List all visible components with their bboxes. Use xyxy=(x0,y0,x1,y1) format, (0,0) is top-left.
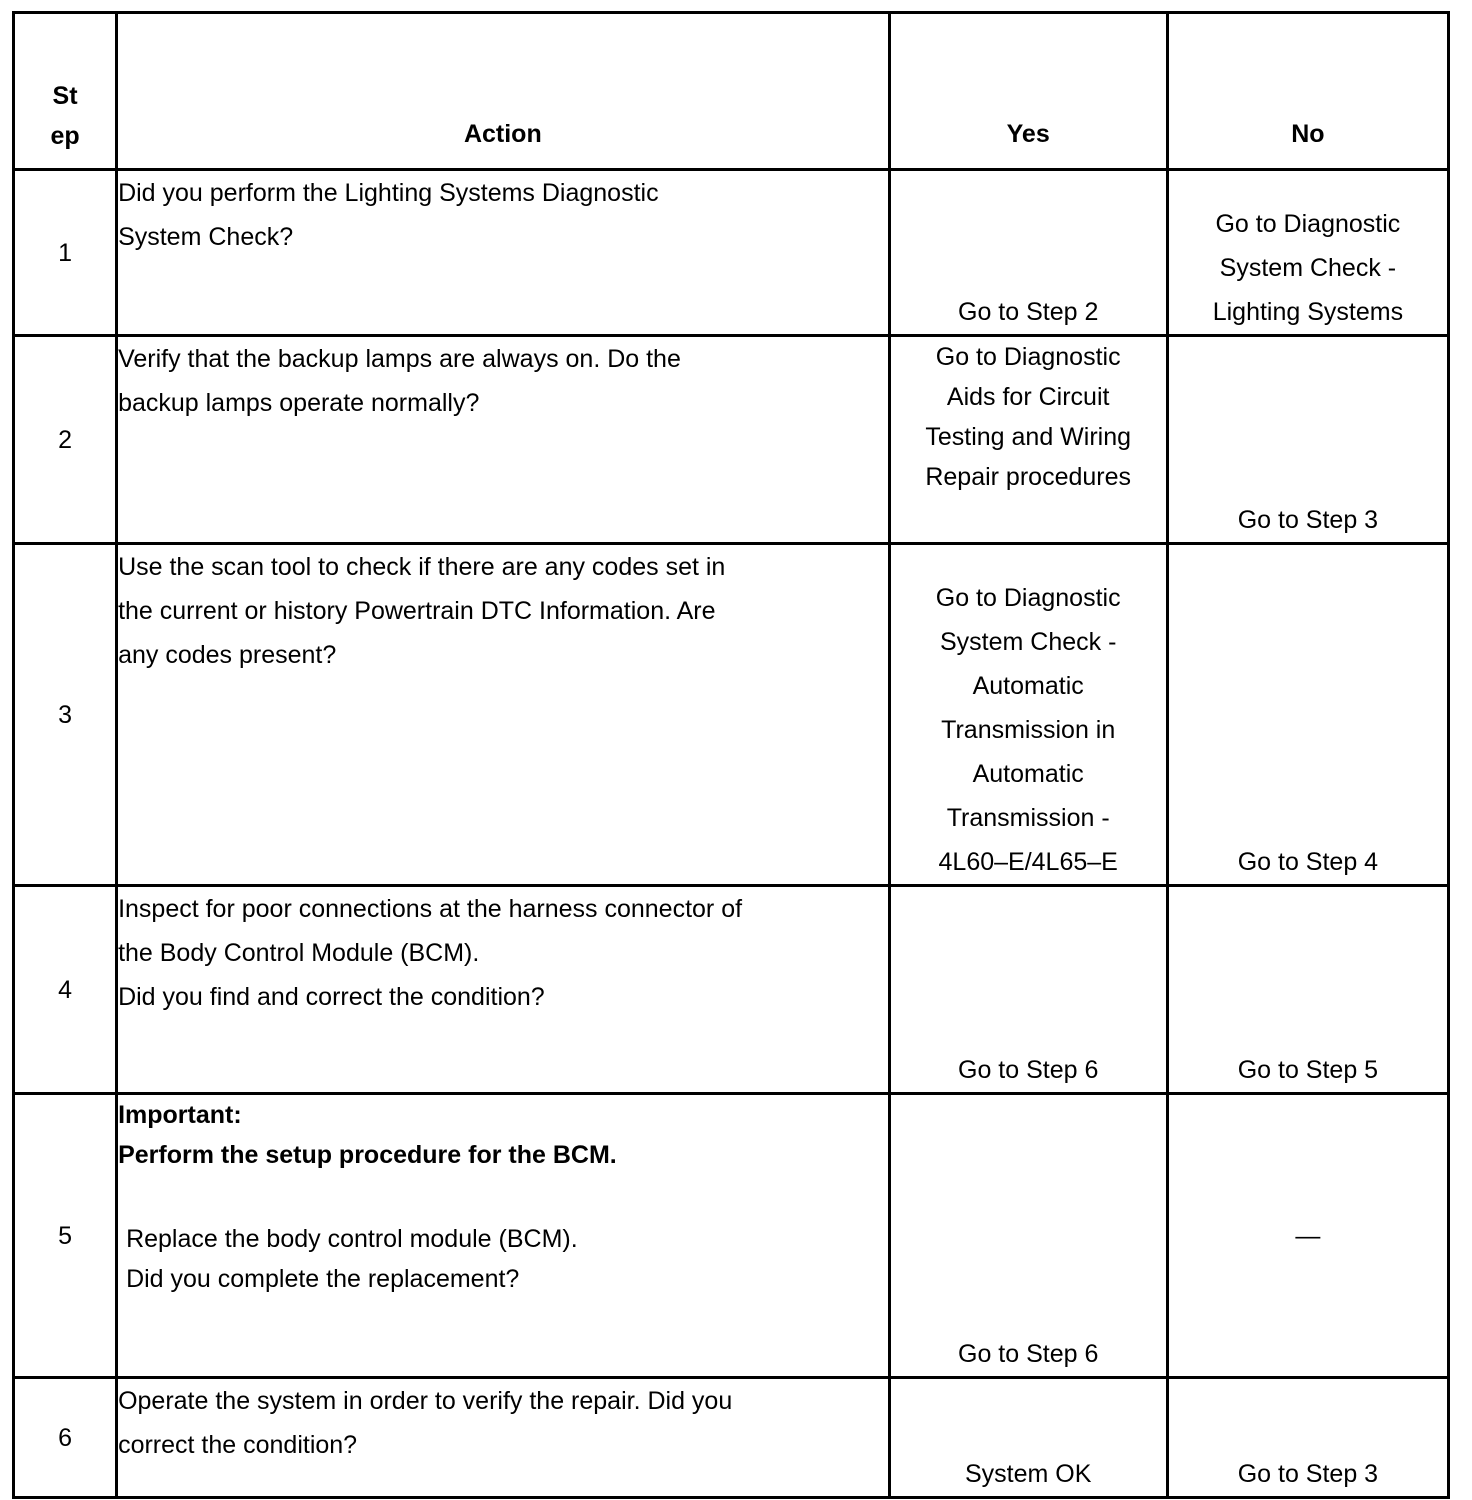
important-label: Important: xyxy=(118,1101,242,1129)
action-line: Did you complete the replacement? xyxy=(126,1265,520,1293)
no-line: — xyxy=(1295,1221,1321,1250)
action-line: Did you find and correct the condition? xyxy=(118,983,545,1011)
no-cell xyxy=(1167,544,1448,886)
action-line: Verify that the backup lamps are always on. Do the xyxy=(118,345,681,373)
step-number: 1 xyxy=(14,170,117,336)
diagnostic-table xyxy=(12,11,1450,1499)
yes-line: System Check - xyxy=(939,628,1117,656)
action-line: backup lamps operate normally? xyxy=(118,389,480,417)
header-action: Action xyxy=(117,13,890,170)
important-text: Perform the setup procedure for the BCM. xyxy=(118,1141,617,1169)
action-line: Inspect for poor connections at the harness connector of xyxy=(118,895,743,923)
no-line: Go to Step 4 xyxy=(1237,848,1379,876)
table-row-step-1 xyxy=(14,170,1449,336)
yes-line: Aids for Circuit xyxy=(946,383,1110,411)
table-row-step-3 xyxy=(14,544,1449,886)
yes-line: Transmission - xyxy=(946,804,1110,832)
header-step-part2: ep xyxy=(50,122,80,150)
yes-cell xyxy=(889,1378,1167,1498)
action-line: System Check? xyxy=(118,223,294,251)
action-line: the current or history Powertrain DTC Information. Are xyxy=(118,597,716,625)
step-number: 3 xyxy=(14,544,117,886)
no-line: Go to Step 3 xyxy=(1237,506,1379,534)
yes-line: Go to Step 6 xyxy=(958,1340,1099,1368)
table-row-step-5 xyxy=(14,1094,1449,1378)
action-line: Operate the system in order to verify the repair. Did you xyxy=(118,1387,733,1415)
yes-line: Automatic xyxy=(972,760,1084,788)
table-row-step-6 xyxy=(14,1378,1449,1498)
action-cell xyxy=(117,886,890,1094)
yes-line: Go to Step 2 xyxy=(958,298,1099,326)
yes-cell xyxy=(889,886,1167,1094)
action-line: any codes present? xyxy=(118,641,337,669)
yes-line: 4L60–E/4L65–E xyxy=(938,848,1118,876)
action-line: Did you perform the Lighting Systems Diagnostic xyxy=(118,179,659,207)
no-cell xyxy=(1167,170,1448,336)
table-row-step-2 xyxy=(14,336,1449,544)
header-no: No xyxy=(1167,13,1448,170)
no-line: Go to Diagnostic xyxy=(1215,210,1401,238)
header-row xyxy=(14,13,1449,170)
yes-line: Automatic xyxy=(972,672,1084,700)
action-cell xyxy=(117,1378,890,1498)
no-line: Go to Step 5 xyxy=(1237,1056,1379,1084)
yes-line: Go to Diagnostic xyxy=(935,343,1121,371)
yes-line: Testing and Wiring xyxy=(925,423,1132,451)
yes-cell xyxy=(889,170,1167,336)
yes-cell xyxy=(889,1094,1167,1378)
yes-cell xyxy=(889,544,1167,886)
action-cell xyxy=(117,1094,890,1378)
header-step-part1: St xyxy=(52,82,78,110)
no-cell xyxy=(1167,886,1448,1094)
action-line: correct the condition? xyxy=(118,1431,358,1459)
no-cell xyxy=(1167,1378,1448,1498)
yes-line: Go to Step 6 xyxy=(958,1056,1099,1084)
header-step xyxy=(14,13,117,170)
no-cell xyxy=(1167,336,1448,544)
yes-line: Transmission in xyxy=(941,716,1116,744)
yes-line: System OK xyxy=(964,1460,1092,1488)
action-line: the Body Control Module (BCM). xyxy=(118,939,480,967)
header-yes: Yes xyxy=(889,13,1167,170)
no-line: Lighting Systems xyxy=(1212,298,1404,326)
action-line: Replace the body control module (BCM). xyxy=(126,1225,578,1253)
action-line: Use the scan tool to check if there are any codes set in xyxy=(118,553,726,581)
action-cell xyxy=(117,336,890,544)
step-number: 4 xyxy=(14,886,117,1094)
action-cell xyxy=(117,170,890,336)
no-line: System Check - xyxy=(1219,254,1397,282)
yes-cell xyxy=(889,336,1167,544)
no-cell xyxy=(1167,1094,1448,1378)
action-cell xyxy=(117,544,890,886)
yes-line: Repair procedures xyxy=(925,463,1132,491)
step-number: 6 xyxy=(14,1378,117,1498)
yes-line: Go to Diagnostic xyxy=(935,584,1121,612)
step-number: 5 xyxy=(14,1094,117,1378)
table-row-step-4 xyxy=(14,886,1449,1094)
no-line: Go to Step 3 xyxy=(1237,1460,1379,1488)
step-number: 2 xyxy=(14,336,117,544)
